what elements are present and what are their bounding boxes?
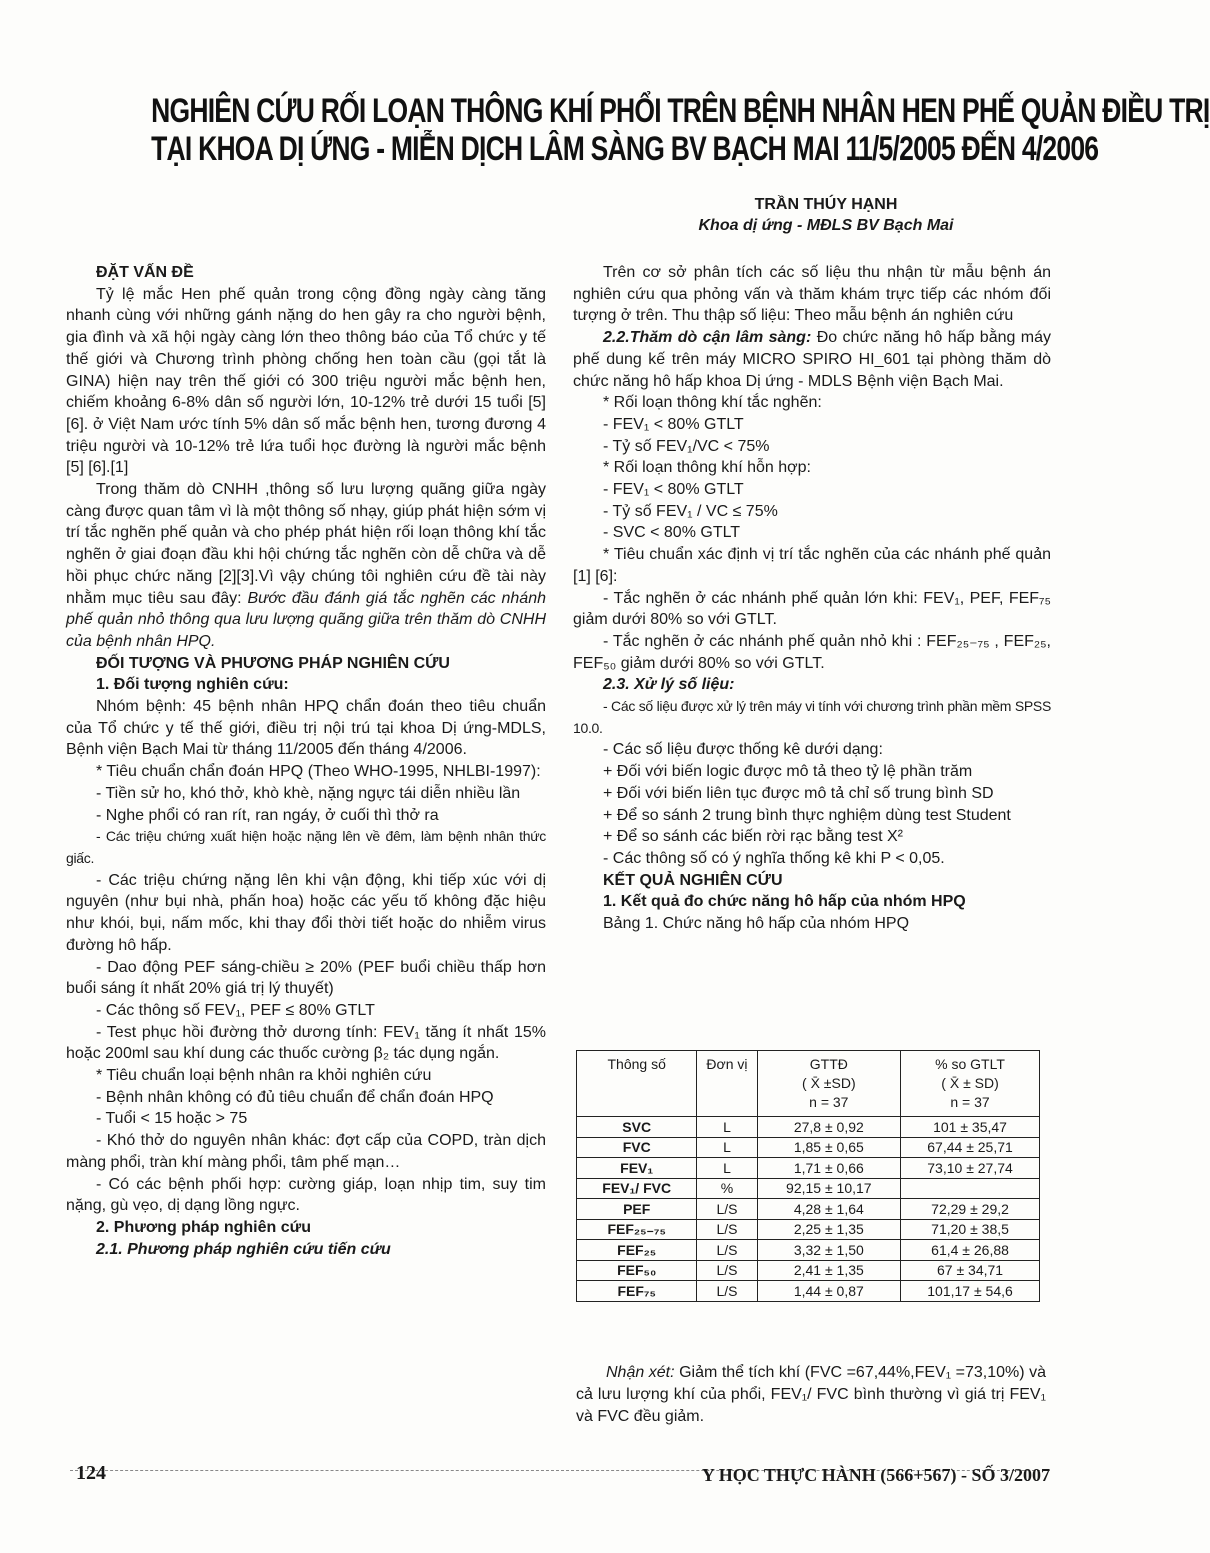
cell-gttd: 27,8 ± 0,92 bbox=[757, 1117, 901, 1138]
remark-text: Giảm thể tích khí (FVC =67,44%,FEV₁ =73,10%) và cả lưu lượng khí của phổi, FEV₁/ FVC bình thường vì giá trị FEV₁ và FVC đều giảm. bbox=[576, 1364, 1047, 1425]
table-row bbox=[577, 1178, 1040, 1199]
header-pct: % so GTLT ( X̄ ± SD) n = 37 bbox=[901, 1051, 1040, 1117]
cell-pct: 67,44 ± 25,71 bbox=[901, 1137, 1040, 1158]
right-column bbox=[573, 262, 1051, 935]
journal-name: Y HỌC THỰC HÀNH (566+567) - SỐ 3/2007 bbox=[701, 1465, 1050, 1485]
cell-gttd: 4,28 ± 1,64 bbox=[757, 1199, 901, 1220]
paragraph: - Test phục hồi đường thở dương tính: FEV₁ tăng ít nhất 15% hoặc 200ml sau khí dung các thuốc cường β₂ tác dụng ngắn. bbox=[66, 1023, 546, 1063]
table-row bbox=[577, 1137, 1040, 1158]
cell-gttd: 3,32 ± 1,50 bbox=[757, 1240, 901, 1261]
article-title-line-2: TẠI KHOA DỊ ỨNG - MIỄN DỊCH LÂM SÀNG BV BẠCH MAI 11/5/2005 ĐẾN 4/2006 bbox=[151, 130, 1099, 168]
table-row bbox=[577, 1240, 1040, 1261]
paragraph: - Bệnh nhân không có đủ tiêu chuẩn để chẩn đoán HPQ bbox=[96, 1088, 494, 1106]
paragraph: - FEV₁ < 80% GTLT bbox=[603, 481, 744, 499]
paragraph: - Dao động PEF sáng-chiều ≥ 20% (PEF buổi chiều thấp hơn buổi sáng ít nhất 20% giá trị lý thuyết) bbox=[66, 958, 546, 998]
paragraph: * Tiêu chuẩn chẩn đoán HPQ (Theo WHO-1995, NHLBI-1997): bbox=[96, 763, 541, 781]
cell-pct: 101,17 ± 54,6 bbox=[901, 1281, 1040, 1302]
heading-methods: ĐỐI TƯỢNG VÀ PHƯƠNG PHÁP NGHIÊN CỨU bbox=[96, 654, 450, 672]
cell-param: FEV₁/ FVC bbox=[577, 1178, 697, 1199]
left-column bbox=[66, 262, 546, 1260]
cell-param: FEV₁ bbox=[577, 1158, 697, 1179]
table-row bbox=[577, 1281, 1040, 1302]
cell-unit: L/S bbox=[697, 1240, 757, 1261]
study-objective: Bước đầu đánh giá tắc nghẽn các nhánh phế quản nhỏ thông qua lưu lượng quãng giữa trên thăm dò CNHH của bệnh nhân HPQ. bbox=[66, 589, 547, 650]
cell-param: SVC bbox=[577, 1117, 697, 1138]
cell-gttd: 2,41 ± 1,35 bbox=[757, 1260, 901, 1281]
heading-results: KẾT QUẢ NGHIÊN CỨU bbox=[603, 871, 783, 889]
cell-pct: 61,4 ± 26,88 bbox=[901, 1240, 1040, 1261]
paragraph: - Các thông số có ý nghĩa thống kê khi P < 0,05. bbox=[603, 849, 945, 867]
cell-unit: L bbox=[697, 1117, 757, 1138]
cell-pct: 72,29 ± 29,2 bbox=[901, 1199, 1040, 1220]
paragraph: - Các thông số FEV₁, PEF ≤ 80% GTLT bbox=[96, 1001, 375, 1019]
heading-prospective: 2.1. Phương pháp nghiên cứu tiến cứu bbox=[96, 1240, 391, 1258]
table-row bbox=[577, 1117, 1040, 1138]
cell-unit: L/S bbox=[697, 1199, 757, 1220]
table-caption: Bảng 1. Chức năng hô hấp của nhóm HPQ bbox=[603, 915, 910, 933]
paragraph: * Rối loạn thông khí tắc nghẽn: bbox=[603, 394, 822, 412]
paragraph: * Rối loạn thông khí hỗn hợp: bbox=[603, 459, 811, 477]
paragraph: 2.2.Thăm dò cận lâm sàng: Đo chức năng hô hấp bằng máy phế dung kế trên máy MICRO SPIRO HI_601 tại phòng thăm dò chức năng hô hấp khoa Dị ứng - MDLS Bệnh viện Bạch Mai. bbox=[573, 329, 1052, 390]
cell-gttd: 92,15 ± 10,17 bbox=[757, 1178, 901, 1199]
paragraph: * Tiêu chuẩn loại bệnh nhân ra khỏi nghiên cứu bbox=[96, 1067, 432, 1085]
remark-paragraph bbox=[576, 1362, 1046, 1428]
paragraph: - Các triệu chứng nặng lên khi vận động, khi tiếp xúc với dị nguyên (như bụi nhà, phấn hoa) hoặc các yếu tố không đặc hiệu như khói, bụi, nấm mốc, khi thay đổi thời tiết hoặc do nhiễm virus đường hô hấp. bbox=[66, 871, 546, 954]
paragraph: + Để so sánh 2 trung bình thực nghiệm dùng test Student bbox=[603, 806, 1011, 824]
paragraph: - Các triệu chứng xuất hiện hoặc nặng lên về đêm, làm bệnh nhân thức giấc. bbox=[66, 828, 546, 866]
cell-param: FEF₅₀ bbox=[577, 1260, 697, 1281]
header-param: Thông số bbox=[577, 1051, 697, 1117]
cell-pct bbox=[901, 1178, 1040, 1199]
paragraph: + Để so sánh các biến rời rạc bằng test X² bbox=[603, 828, 903, 846]
paragraph: - Khó thở do nguyên nhân khác: đợt cấp của COPD, tràn dịch màng phổi, tràn khí màng phổi, tâm phế mạn… bbox=[66, 1132, 546, 1171]
cell-pct: 71,20 ± 38,5 bbox=[901, 1219, 1040, 1240]
table-header-row bbox=[577, 1051, 1040, 1117]
cell-param: FVC bbox=[577, 1137, 697, 1158]
cell-gttd: 1,44 ± 0,87 bbox=[757, 1281, 901, 1302]
paragraph: Tỷ lệ mắc Hen phế quản trong cộng đồng ngày càng tăng nhanh cùng với những gánh nặng do hen gây ra cho người bệnh, gia đình và xã hội ngày càng lớn theo thông báo của Tổ chức y tế thế giới và Chương trình phòng chống hen toàn cầu (gọi tắt là GINA) hiện nay trên thế giới có 300 triệu người mắc bệnh hen, chiếm khoảng 6-8% dân số người lớn, 10-12% trẻ dưới 15 tuổi [5] [6]. ở Việt Nam ước tính 5% dân số mắc bệnh hen, tương đương 4 triệu người và 10-12% trẻ lứa tuổi học đường là người mắc bệnh [5] [6].[1] bbox=[66, 285, 546, 477]
table-row bbox=[577, 1260, 1040, 1281]
cell-param: FEF₂₅₋₇₅ bbox=[577, 1219, 697, 1240]
paragraph: - Nghe phổi có ran rít, ran ngáy, ở cuối thì thở ra bbox=[96, 806, 439, 824]
paragraph: - Tuổi < 15 hoặc > 75 bbox=[96, 1110, 248, 1128]
paragraph: - Tỷ số FEV₁ / VC ≤ 75% bbox=[603, 502, 778, 520]
paragraph: - Tắc nghẽn ở các nhánh phế quản nhỏ khi : FEF₂₅₋₇₅ , FEF₂₅, FEF₅₀ giảm dưới 80% so với GTLT. bbox=[573, 632, 1051, 672]
paragraph: Trong thăm dò CNHH ,thông số lưu lượng quãng giữa ngày càng được quan tâm vì là một thông số nhạy, giúp phát hiện sớm vị trí tắc nghẽn phế quản và cho phép phát hiện rối loạn thông khí tắc nghẽn ở giai đoạn đầu khi hội chứng tắc nghẽn còn dễ chữa và dễ hồi phục chức năng [2][3].Vì vậy chúng tôi nghiên cứu đề tài này nhằm mục tiêu sau đây: Bước đầu đánh giá tắc nghẽn các nhánh phế quản nhỏ thông qua lưu lượng quãng giữa trên thăm dò CNHH của bệnh nhân HPQ. bbox=[66, 481, 547, 650]
heading-introduction: ĐẶT VẤN ĐỀ bbox=[96, 264, 194, 281]
table-row bbox=[577, 1219, 1040, 1240]
paragraph: - Tiền sử ho, khó thở, khò khè, nặng ngực tái diễn nhiều lần bbox=[96, 784, 521, 802]
paragraph: - Các số liệu được xử lý trên máy vi tính với chương trình phần mềm SPSS 10.0. bbox=[573, 698, 1051, 736]
paragraph: - Các số liệu được thống kê dưới dạng: bbox=[603, 741, 883, 759]
author-affiliation: Khoa dị ứng - MĐLS BV Bạch Mai bbox=[698, 217, 954, 234]
cell-unit: L bbox=[697, 1158, 757, 1179]
cell-unit: L/S bbox=[697, 1219, 757, 1240]
page-number: 124 bbox=[76, 1462, 106, 1484]
cell-param: FEF₇₅ bbox=[577, 1281, 697, 1302]
paragraph: - Có các bệnh phối hợp: cường giáp, loạn nhịp tim, suy tim nặng, gù vẹo, dị dạng lồng ngực. bbox=[66, 1175, 546, 1215]
table-row bbox=[577, 1158, 1040, 1179]
paragraph: - Tắc nghẽn ở các nhánh phế quản lớn khi: FEV₁, PEF, FEF₇₅ giảm dưới 80% so với GTLT. bbox=[573, 589, 1051, 629]
heading-results-1: 1. Kết quả đo chức năng hô hấp của nhóm HPQ bbox=[603, 893, 966, 911]
cell-gttd: 1,85 ± 0,65 bbox=[757, 1137, 901, 1158]
cell-param: PEF bbox=[577, 1199, 697, 1220]
paragraph: + Đối với biến liên tục được mô tả chỉ số trung bình SD bbox=[603, 784, 994, 802]
cell-unit: L/S bbox=[697, 1281, 757, 1302]
paragraph: Nhóm bệnh: 45 bệnh nhân HPQ chẩn đoán theo tiêu chuẩn của Tổ chức y tế thế giới, điều trị nội trú tại khoa Dị ứng-MDLS, Bệnh viện Bạch Mai từ tháng 11/2005 đến tháng 4/2006. bbox=[66, 698, 546, 759]
author-name: TRẦN THÚY HẠNH bbox=[754, 196, 898, 213]
paragraph: Trên cơ sở phân tích các số liệu thu nhận từ mẫu bệnh án nghiên cứu qua phỏng vấn và thăm khám trực tiếp các nhóm đối tượng ở trên. Thu thập số liệu: Theo mẫu bệnh án nghiên cứu bbox=[573, 264, 1051, 325]
header-gttd: GTTĐ ( X̄ ±SD) n = 37 bbox=[757, 1051, 901, 1117]
cell-gttd: 2,25 ± 1,35 bbox=[757, 1219, 901, 1240]
cell-unit: % bbox=[697, 1178, 757, 1199]
header-unit: Đơn vị bbox=[697, 1051, 757, 1117]
remark-label: Nhận xét: bbox=[606, 1364, 675, 1381]
cell-gttd: 1,71 ± 0,66 bbox=[757, 1158, 901, 1179]
article-title-line-1: NGHIÊN CỨU RỐI LOẠN THÔNG KHÍ PHỔI TRÊN BỆNH NHÂN HEN PHẾ QUẢN ĐIỀU TRỊ bbox=[151, 92, 1210, 130]
cell-pct: 73,10 ± 27,74 bbox=[901, 1158, 1040, 1179]
paragraph: + Đối với biến logic được mô tả theo tỷ lệ phần trăm bbox=[603, 763, 973, 781]
cell-unit: L bbox=[697, 1137, 757, 1158]
cell-unit: L/S bbox=[697, 1260, 757, 1281]
paragraph: - Tỷ số FEV₁/VC < 75% bbox=[603, 437, 770, 455]
heading-methods-2: 2. Phương pháp nghiên cứu bbox=[96, 1218, 311, 1236]
cell-pct: 101 ± 35,47 bbox=[901, 1117, 1040, 1138]
cell-pct: 67 ± 34,71 bbox=[901, 1260, 1040, 1281]
paragraph: * Tiêu chuẩn xác định vị trí tắc nghẽn của các nhánh phế quản [1] [6]: bbox=[573, 546, 1051, 585]
paragraph: - FEV₁ < 80% GTLT bbox=[603, 415, 744, 433]
results-table bbox=[576, 1050, 1040, 1302]
paragraph: - SVC < 80% GTLT bbox=[603, 524, 741, 542]
heading-subjects: 1. Đối tượng nghiên cứu: bbox=[96, 676, 289, 694]
table-row bbox=[577, 1199, 1040, 1220]
heading-paraclinical: 2.2.Thăm dò cận lâm sàng: bbox=[603, 329, 812, 347]
heading-data-processing: 2.3. Xử lý số liệu: bbox=[603, 676, 735, 694]
cell-param: FEF₂₅ bbox=[577, 1240, 697, 1261]
